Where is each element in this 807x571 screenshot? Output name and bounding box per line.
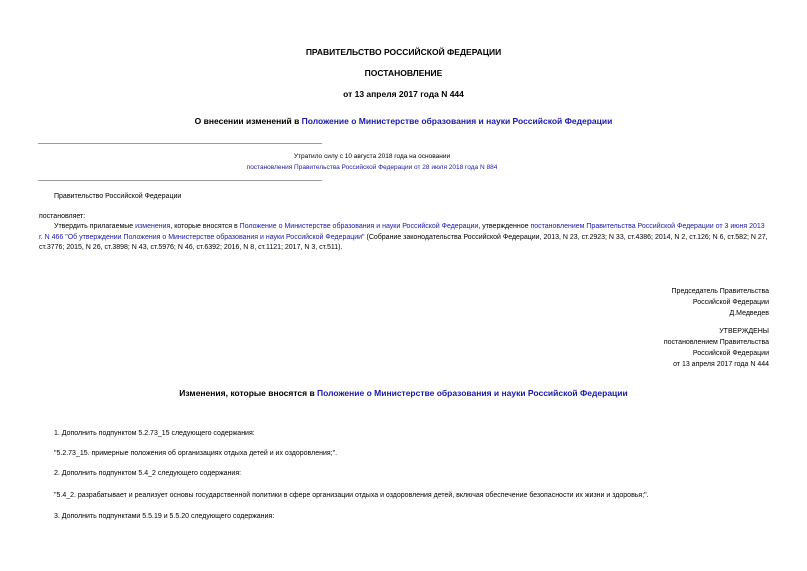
approved-title: УТВЕРЖДЕНЫ	[719, 328, 769, 335]
signature-country: Российской Федерации	[692, 299, 769, 306]
main-paragraph	[39, 222, 769, 254]
p1-text-b: , которые вносятся в	[170, 223, 240, 230]
changes-heading-link[interactable]: Положение о Министерстве образования и науки Российской Федерации	[317, 388, 628, 398]
notice-rule-top	[38, 143, 322, 144]
changes-link[interactable]: изменения	[135, 223, 171, 230]
p1-text-c: , утвержденное	[478, 223, 531, 230]
p1-text-d: (Собрание законодательства Российской Федерации, 2013, N 23, ст.2923; N 33, ст.4386; 2014, N 2, ст.126; N 6, ст.582; N 27, ст.3776; 2015, N 26, ст.3898; N 43, ст.5976; N 46, ст.6392; 2016, N 8, ст.1121; 2017, N 3, ст.511).	[39, 233, 768, 251]
change-item-3: 3. Дополнить подпунктами 5.5.19 и 5.5.20 следующего содержания:	[54, 513, 275, 520]
decrees-word: постановляет:	[39, 213, 86, 220]
approved-block	[664, 326, 769, 370]
document-type: ПОСТАНОВЛЕНИЕ	[364, 68, 443, 78]
notice-rule-bottom	[38, 180, 322, 181]
approved-date: от 13 апреля 2017 года N 444	[673, 361, 769, 368]
regulation-link[interactable]: Положение о Министерстве образования и науки Российской Федерации	[239, 223, 479, 230]
changes-heading-prefix: Изменения, которые вносятся в	[179, 388, 318, 398]
change-item-1-text: "5.2.73_15. примерные положения об организациях отдыха детей и их оздоровления;".	[54, 450, 338, 457]
change-item-2: 2. Дополнить подпунктом 5.4_2 следующего содержания:	[54, 470, 242, 477]
government-subject: Правительство Российской Федерации	[54, 193, 182, 200]
government-title: ПРАВИТЕЛЬСТВО РОССИЙСКОЙ ФЕДЕРАЦИИ	[305, 47, 502, 57]
signature-position: Председатель Правительства	[671, 288, 769, 295]
notice-link[interactable]: постановления Правительства Российской Федерации от 28 июля 2018 года N 884	[246, 164, 498, 171]
notice-line-1: Утратило силу с 10 августа 2018 года на основании	[293, 153, 451, 160]
signature-block	[672, 286, 769, 319]
title-prefix: О внесении изменений в	[194, 116, 302, 126]
approved-by: постановлением Правительства	[663, 339, 769, 346]
document-date: от 13 апреля 2017 года N 444	[343, 89, 464, 99]
document-title	[0, 116, 807, 126]
approved-country: Российской Федерации	[692, 350, 769, 357]
changes-heading	[0, 388, 807, 398]
change-item-1: 1. Дополнить подпунктом 5.2.73_15 следующего содержания:	[54, 430, 255, 437]
title-link[interactable]: Положение о Министерстве образования и науки Российской Федерации	[301, 116, 613, 126]
signature-name: Д.Медведев	[729, 310, 769, 317]
change-item-2-text: "5.4_2. разрабатывает и реализует основы государственной политики в сфере организации отдыха и оздоровления детей, включая обеспечение безопасности их жизни и здоровья;".	[54, 492, 649, 499]
resolution-link[interactable]: постановлением Правительства Российской Федерации от 3 июня 2013 г. N 466 "Об утверждении Положения о Министерстве образования и науки Российской Федерации"	[39, 223, 765, 241]
p1-text-a: Утвердить прилагаемые	[54, 223, 136, 230]
